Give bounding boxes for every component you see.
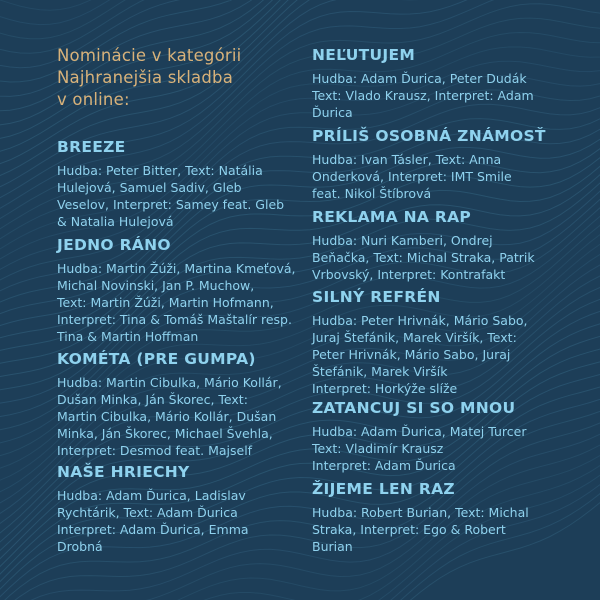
- song-credits: Hudba: Adam Ďurica, Ladislav Rychtárik, Text: Adam Ďurica Interpret: Adam Ďurica, Emma Drobná: [57, 488, 249, 554]
- song-title: SILNÝ REFRÉN: [312, 288, 441, 306]
- song-credits: Hudba: Martin Cibulka, Mário Kollár, Dušan Minka, Ján Škorec, Text: Martin Cibulka, Mário Kollár, Dušan Minka, Ján Škorec, Michael Švehla, Interpret: Desmod feat. Majself: [57, 375, 282, 458]
- song-title: ZATANCUJ SI SO MNOU: [312, 399, 516, 417]
- song-credits: Hudba: Nuri Kamberi, Ondrej Beňačka, Text: Michal Straka, Patrik Vrbovský, Interpret: Kontrafakt: [312, 233, 535, 282]
- nomination-prilis-osobna-znamost: [312, 126, 562, 202]
- nomination-reklama-na-rap: [312, 207, 562, 283]
- category-heading: Nominácie v kategórii Najhranejšia skladba v online:: [57, 46, 242, 109]
- background-wave-line: [0, 0, 600, 25]
- nomination-zatancuj-si-so-mnou: [312, 398, 562, 474]
- song-title: REKLAMA NA RAP: [312, 208, 472, 226]
- nomination-nelutujem: [312, 45, 562, 121]
- song-title: PRÍLIŠ OSOBNÁ ZNÁMOSŤ: [312, 127, 546, 145]
- song-credits: Hudba: Ivan Tásler, Text: Anna Onderková, Interpret: IMT Smile feat. Nikol Štíbrová: [312, 152, 512, 201]
- nomination-zijeme-len-raz: [312, 479, 562, 555]
- song-title: NEĽUTUJEM: [312, 46, 416, 64]
- song-title: BREEZE: [57, 138, 126, 156]
- background-wave-line: [0, 0, 600, 10]
- nomination-nase-hriechy: [57, 462, 297, 555]
- song-credits: Hudba: Martin Žúži, Martina Kmeťová, Michal Novinski, Jan P. Muchow, Text: Martin Žúži, Martin Hofmann, Interpret: Tina & Tomáš Maštalír resp. Tina & Martin Hoffman: [57, 261, 296, 344]
- nomination-breeze: [57, 137, 297, 230]
- song-credits: Hudba: Robert Burian, Text: Michal Straka, Interpret: Ego & Robert Burian: [312, 505, 529, 554]
- song-credits: Hudba: Peter Bitter, Text: Natália Hulejová, Samuel Sadiv, Gleb Veselov, Interpret: Samey feat. Gleb & Natalia Hulejová: [57, 163, 285, 229]
- nomination-silny-refren: [312, 287, 562, 397]
- song-credits: Hudba: Adam Ďurica, Peter Dudák Text: Vlado Krausz, Interpret: Adam Ďurica: [312, 71, 534, 120]
- song-credits: Hudba: Adam Ďurica, Matej Turcer Text: Vladimír Krausz Interpret: Adam Ďurica: [312, 424, 527, 473]
- song-title: JEDNO RÁNO: [57, 236, 171, 254]
- nomination-jedno-rano: [57, 235, 297, 345]
- song-title: ŽIJEME LEN RAZ: [312, 480, 455, 498]
- song-title: NAŠE HRIECHY: [57, 463, 190, 481]
- nomination-kometa: [57, 349, 297, 459]
- song-credits: Hudba: Peter Hrivnák, Mário Sabo, Juraj Štefánik, Marek Viršík, Text: Peter Hrivnák, Mário Sabo, Juraj Štefánik, Marek Viršík Interpret: Horkýže slíže: [312, 313, 528, 396]
- song-title: KOMÉTA (PRE GUMPA): [57, 350, 256, 368]
